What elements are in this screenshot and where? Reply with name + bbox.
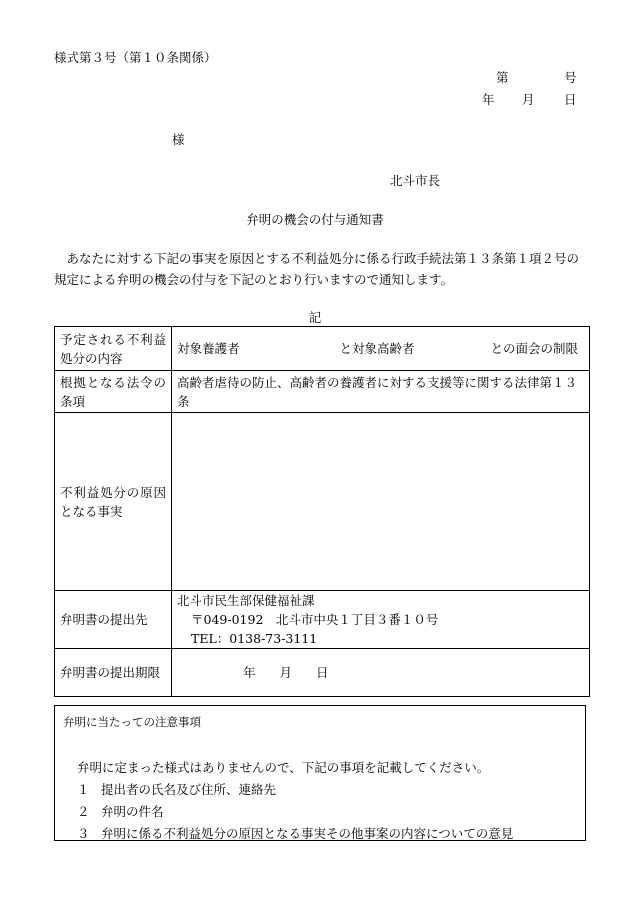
disposition-part2: と対象高齢者 [339, 341, 415, 356]
row-label-submission-address: 弁明書の提出先 [55, 591, 172, 649]
notice-table [54, 326, 590, 697]
issuer: 北斗市長 [390, 173, 441, 188]
date-day: 日 [564, 92, 577, 107]
doc-number-prefix: 第 [496, 70, 509, 85]
date-year: 年 [482, 92, 495, 107]
note-text: 弁明に係る不利益処分の原因となる事実その他事案の内容についての意見 [101, 826, 514, 841]
office-name: 北斗市民生部保健福祉課 [177, 593, 315, 608]
intro-paragraph: あなたに対する下記の事実を原因とする不利益処分に係る行政手続法第１３条第１項２号の規定による弁明の機会の付与を下記のとおり行いますので通知します。 [54, 251, 580, 287]
row-value-deadline [172, 649, 590, 697]
row-label-legal-basis: 根拠となる法令の条項 [55, 371, 172, 413]
row-value-legal-basis: 高齢者虐待の防止、高齢者の養護者に対する支援等に関する法律第１３条 [172, 371, 590, 413]
list-item [77, 802, 164, 820]
disposition-part1: 対象養護者 [177, 341, 240, 356]
row-value-facts [172, 413, 590, 591]
office-phone: TEL：0138-73-3111 [191, 631, 318, 646]
document-title: 弁明の機会の付与通知書 [246, 212, 384, 227]
row-label-disposition: 予定される不利益処分の内容 [55, 327, 172, 371]
deadline-month: 月 [279, 665, 293, 680]
row-label-deadline: 弁明書の提出期限 [55, 649, 172, 697]
deadline-year: 年 [243, 665, 256, 680]
doc-number-suffix: 号 [564, 70, 577, 85]
list-item [77, 780, 276, 798]
row-value-submission-address [172, 591, 590, 649]
addressee: 様 [172, 132, 185, 147]
note-text: 提出者の氏名及び住所、連絡先 [101, 782, 277, 797]
notes-title: 弁明に当たっての注意事項 [63, 715, 201, 729]
table-row [55, 327, 590, 371]
table-row [55, 413, 590, 591]
notes-box [54, 705, 586, 841]
deadline-day: 日 [316, 665, 329, 680]
notes-intro: 弁明に定まった様式はありませんので、下記の事項を記載してください。 [77, 760, 490, 775]
note-number: ２ [77, 804, 90, 819]
row-value-disposition [172, 327, 590, 371]
office-address: 〒049-0192 北斗市中央１丁目３番１０号 [191, 612, 439, 627]
date-month: 月 [522, 92, 535, 107]
note-text: 弁明の件名 [101, 804, 164, 819]
row-label-facts: 不利益処分の原因となる事実 [55, 413, 172, 591]
table-row [55, 649, 590, 697]
ki-label: 記 [308, 310, 322, 325]
note-number: ３ [77, 826, 90, 841]
note-number: １ [77, 782, 90, 797]
disposition-part3: との面会の制限 [490, 341, 578, 356]
table-row [55, 591, 590, 649]
table-row [55, 371, 590, 413]
form-number: 様式第３号（第１０条関係） [54, 50, 217, 65]
list-item [77, 824, 513, 842]
